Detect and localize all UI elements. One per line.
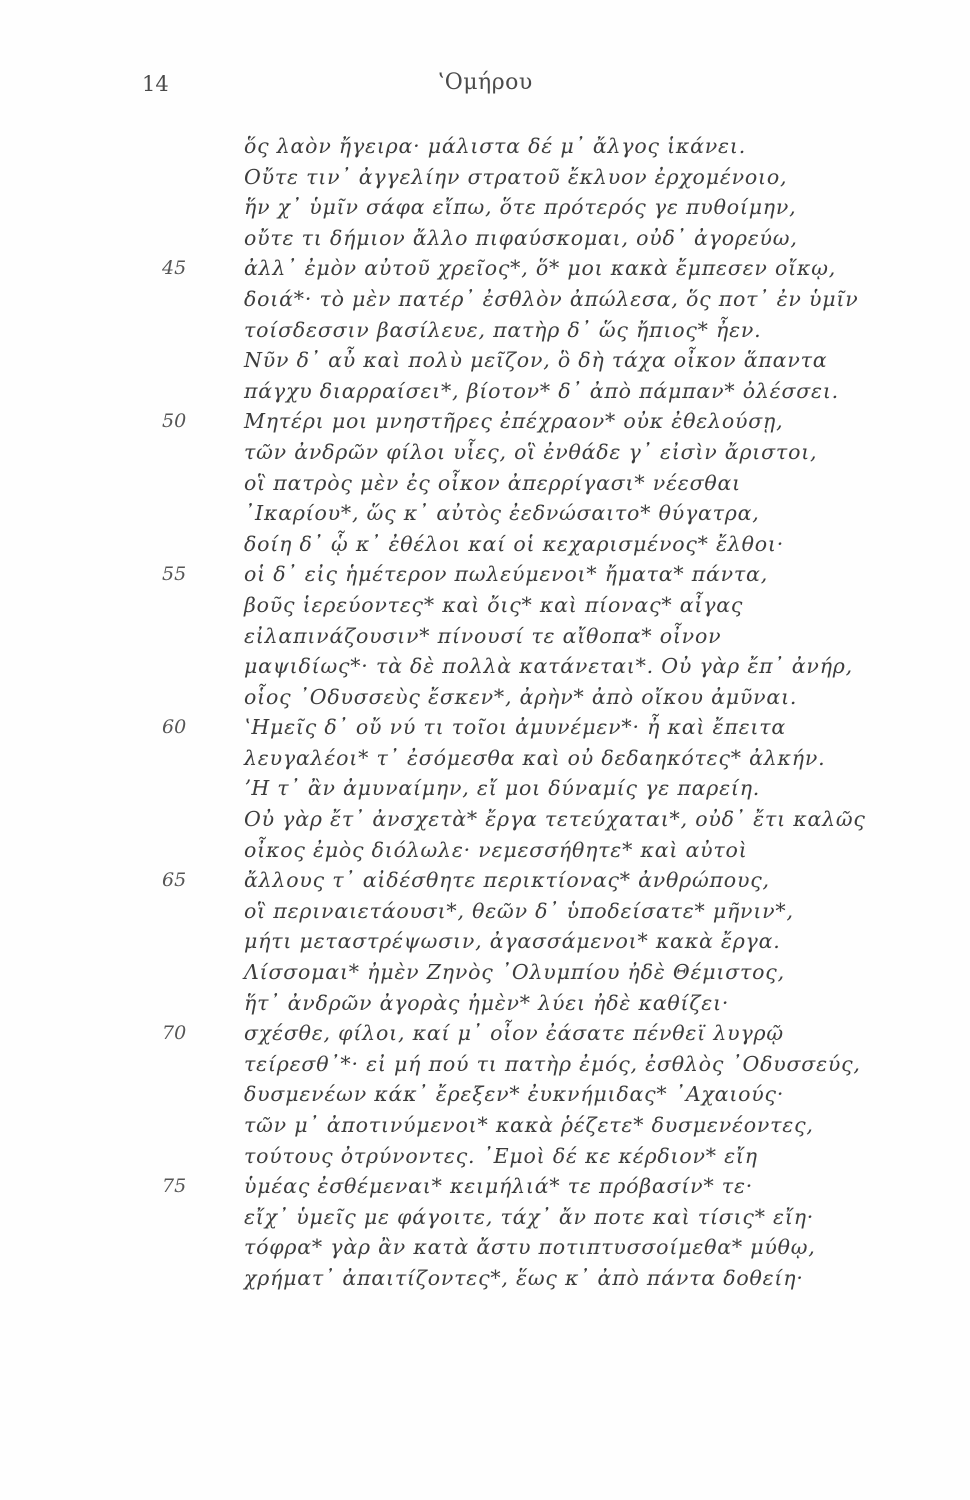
line-text: Οὐ γὰρ ἔτ᾽ ἀνσχετὰ* ἔργα τετεύχαται*, οὐδ᾽ ἔτι καλῶς (244, 807, 866, 832)
verse-line (0, 624, 970, 655)
verse-line (0, 409, 970, 440)
line-text: Λίσσομαι* ἠμὲν Ζηνὸς ᾽Ολυμπίου ἠδὲ Θέμιστος, (244, 960, 785, 985)
line-text: τῶν ἀνδρῶν φίλοι υἷες, οἳ ἐνθάδε γ᾽ εἰσὶν ἄριστοι, (244, 439, 818, 464)
verse-line (0, 654, 970, 685)
line-text: χρήματ᾽ ἀπαιτίζοντες*, ἕως κ᾽ ἀπὸ πάντα δοθείη· (244, 1265, 804, 1290)
line-text: μαψιδίως*· τὰ δὲ πολλὰ κατάνεται*. Οὐ γὰρ ἔπ᾽ ἀνήρ, (244, 654, 853, 679)
line-text: λευγαλέοι* τ᾽ ἐσόμεσθα καὶ οὐ δεδαηκότες* ἀλκήν. (244, 745, 826, 770)
line-text: εἴχ᾽ ὑμεῖς με φάγοιτε, τάχ᾽ ἄν ποτε καὶ τίσις* εἴη· (244, 1204, 815, 1229)
line-number: 60 (162, 716, 187, 739)
line-text: ὅς λαὸν ἤγειρα· μάλιστα δέ μ᾽ ἄλγος ἱκάνει. (244, 134, 747, 158)
verse-line (0, 1205, 970, 1236)
page-number: 14 (142, 72, 169, 96)
line-text: δοίη δ᾽ ᾧ κ᾽ ἐθέλοι καί οἱ κεχαρισμένος* ἔλθοι· (244, 531, 785, 556)
line-text: τείρεσθ᾽*· εἰ μή πού τι πατὴρ ἐμός, ἐσθλὸς ᾽Οδυσσεύς, (244, 1051, 861, 1076)
line-text: οἳ περιναιετάουσι*, θεῶν δ᾽ ὑποδείσατε* μῆνιν*, (244, 898, 794, 923)
line-text: Νῦν δ᾽ αὖ καὶ πολὺ μεῖζον, ὃ δὴ τάχα οἶκον ἅπαντα (244, 348, 828, 373)
verse-line (0, 1052, 970, 1083)
line-text: ʽΗμεῖς δ᾽ οὔ νύ τι τοῖοι ἀμυνέμεν*· ἦ καὶ ἔπειτα (244, 715, 787, 740)
verse-line (0, 287, 970, 318)
running-head: ʽΟμήρου (437, 70, 533, 95)
verse-line (0, 562, 970, 593)
verse-line (0, 593, 970, 624)
verse-line (0, 868, 970, 899)
verse-line (0, 379, 970, 410)
line-text: οἳ πατρὸς μὲν ἐς οἶκον ἀπερρίγασι* νέεσθαι (244, 470, 742, 495)
verse-line (0, 899, 970, 930)
verse-line (0, 776, 970, 807)
verse-line (0, 746, 970, 777)
line-number: 65 (162, 869, 187, 892)
verse-line (0, 1144, 970, 1175)
verse-line (0, 1174, 970, 1205)
line-text: οὔτε τι δήμιον ἄλλο πιφαύσκομαι, οὐδ᾽ ἀγορεύω, (244, 225, 798, 250)
verse-block (0, 134, 970, 1297)
line-text: οἷος ᾽Οδυσσεὺς ἔσκεν*, ἀρὴν* ἀπὸ οἴκου ἀμῦναι. (244, 684, 798, 709)
line-text: δυσμενέων κάκ᾽ ἔρεξεν* ἐυκνήμιδας* ᾽Αχαιούς· (244, 1082, 785, 1107)
line-text: πάγχυ διαρραίσει*, βίοτον* δ᾽ ἀπὸ πάμπαν* ὀλέσσει. (244, 378, 839, 403)
verse-line (0, 715, 970, 746)
verse-line (0, 960, 970, 991)
line-text: τοίσδεσσιν βασίλευε, πατὴρ δ᾽ ὥς ἤπιος* ἦεν. (244, 317, 762, 342)
line-text: Οὔτε τιν᾽ ἀγγελίην στρατοῦ ἔκλυον ἐρχομένοιο, (244, 164, 788, 189)
line-text: οἶκος ἐμὸς διόλωλε· νεμεσσήθητε* καὶ αὐτοὶ (244, 837, 748, 862)
verse-line (0, 440, 970, 471)
line-text: εἰλαπινάζουσιν* πίνουσί τε αἴθοπα* οἶνον (244, 623, 722, 648)
verse-line (0, 1235, 970, 1266)
verse-line (0, 318, 970, 349)
verse-line (0, 838, 970, 869)
verse-line (0, 226, 970, 257)
line-text: ἄλλους τ᾽ αἰδέσθητε περικτίονας* ἀνθρώπους, (244, 868, 770, 893)
line-text: δοιά*· τὸ μὲν πατέρ᾽ ἐσθλὸν ἀπώλεσα, ὅς ποτ᾽ ἐν ὑμῖν (244, 286, 859, 311)
line-number: 45 (162, 257, 187, 280)
verse-line (0, 929, 970, 960)
verse-line (0, 348, 970, 379)
line-text: τῶν μ᾽ ἀποτινύμενοι* κακὰ ῥέζετε* δυσμενέοντες, (244, 1113, 814, 1137)
line-text: μήτι μεταστρέψωσιν, ἀγασσάμενοι* κακὰ ἔργα. (244, 929, 781, 954)
verse-line (0, 1021, 970, 1052)
verse-line (0, 685, 970, 716)
line-number: 75 (162, 1175, 187, 1198)
line-text: τόφρα* γὰρ ἂν κατὰ ἄστυ ποτιπτυσσοίμεθα* μύθῳ, (244, 1235, 816, 1260)
line-number: 50 (162, 410, 187, 433)
verse-line (0, 471, 970, 502)
line-text: ὑμέας ἐσθέμεναι* κειμήλιά* τε πρόβασίν* τε· (244, 1174, 754, 1199)
line-text: βοῦς ἱερεύοντες* καὶ ὄις* καὶ πίονας* αἶγας (244, 592, 744, 617)
verse-line (0, 1266, 970, 1297)
line-text: ἀλλ᾽ ἐμὸν αὐτοῦ χρεῖος*, ὅ* μοι κακὰ ἔμπεσεν οἴκῳ, (244, 256, 837, 281)
verse-line (0, 532, 970, 563)
line-number: 70 (162, 1022, 187, 1045)
verse-line (0, 807, 970, 838)
line-text: ᾽Ικαρίου*, ὥς κ᾽ αὐτὸς ἐεδνώσαιτο* θύγατρα, (244, 501, 760, 526)
verse-line (0, 134, 970, 165)
line-text: ἥν χ᾽ ὑμῖν σάφα εἴπω, ὅτε πρότερός γε πυθοίμην, (244, 195, 797, 220)
verse-line (0, 1113, 970, 1144)
line-text: ʼΗ τ᾽ ἂν ἀμυναίμην, εἴ μοι δύναμίς γε παρείη. (244, 776, 761, 801)
line-text: σχέσθε, φίλοι, καί μ᾽ οἶον ἐάσατε πένθεϊ λυγρῷ (244, 1021, 784, 1046)
verse-line (0, 165, 970, 196)
verse-line (0, 991, 970, 1022)
line-text: τούτους ὀτρύνοντες. ᾽Εμοὶ δέ κε κέρδιον* εἴη (244, 1143, 758, 1168)
verse-line (0, 195, 970, 226)
verse-line (0, 501, 970, 532)
line-text: Μητέρι μοι μνηστῆρες ἐπέχραον* οὐκ ἐθελούσῃ, (244, 409, 784, 434)
verse-line (0, 1082, 970, 1113)
line-text: οἱ δ᾽ εἰς ἡμέτερον πωλεύμενοι* ἤματα* πάντα, (244, 562, 769, 587)
verse-line (0, 256, 970, 287)
line-number: 55 (162, 563, 187, 586)
line-text: ἥτ᾽ ἀνδρῶν ἀγορὰς ἠμὲν* λύει ἠδὲ καθίζει· (244, 990, 730, 1015)
